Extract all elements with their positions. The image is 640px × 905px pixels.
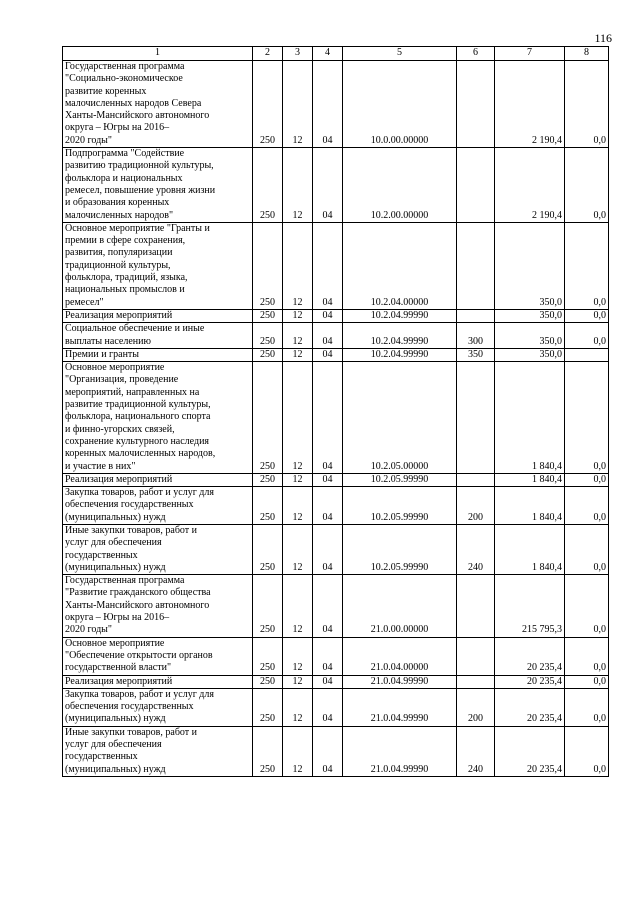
table-row (63, 688, 609, 726)
admin-code-cell: 250 (253, 524, 283, 574)
row-name-cell (63, 473, 253, 486)
section-code-cell: 12 (283, 524, 313, 574)
amount-change-cell: 0,0 (565, 487, 609, 525)
row-name-cell (63, 323, 253, 349)
table-row (63, 675, 609, 688)
target-article-code-cell: 10.2.04.99990 (343, 323, 457, 349)
amount-change-cell: 0,0 (565, 675, 609, 688)
amount-cell: 2 190,4 (495, 148, 565, 223)
amount-change-cell: 0,0 (565, 309, 609, 322)
row-name-text: Закупка товаров, работ и услуг для обеспечения государственных (муниципальных) нужд (65, 688, 214, 725)
target-article-code-cell: 10.2.04.99990 (343, 348, 457, 361)
amount-cell: 20 235,4 (495, 637, 565, 675)
admin-code-cell: 250 (253, 323, 283, 349)
admin-code-cell: 250 (253, 473, 283, 486)
column-header: 7 (495, 47, 565, 61)
column-header: 6 (457, 47, 495, 61)
subsection-code-cell: 04 (313, 362, 343, 474)
row-name-text: Государственная программа "Развитие гражданского общества Ханты-Мансийского автономного округа – Югры на 2016– 2020 годы" (65, 575, 211, 636)
amount-cell: 1 840,4 (495, 473, 565, 486)
table-row (63, 323, 609, 349)
target-article-code-cell: 10.2.05.99990 (343, 473, 457, 486)
table-row (63, 61, 609, 148)
expense-type-code-cell (457, 675, 495, 688)
subsection-code-cell: 04 (313, 222, 343, 309)
admin-code-cell: 250 (253, 487, 283, 525)
amount-change-cell: 0,0 (565, 637, 609, 675)
section-code-cell: 12 (283, 61, 313, 148)
table-row (63, 309, 609, 322)
target-article-code-cell: 21.0.00.00000 (343, 575, 457, 637)
section-code-cell: 12 (283, 473, 313, 486)
row-name-cell (63, 688, 253, 726)
expense-type-code-cell: 300 (457, 323, 495, 349)
row-name-text: Премии и гранты (65, 348, 140, 360)
row-name-text: Основное мероприятие "Обеспечение открытости органов государственной власти" (65, 637, 213, 674)
row-name-cell (63, 148, 253, 223)
target-article-code-cell: 21.0.04.00000 (343, 637, 457, 675)
column-header: 4 (313, 47, 343, 61)
subsection-code-cell: 04 (313, 524, 343, 574)
subsection-code-cell: 04 (313, 688, 343, 726)
row-name-text: Закупка товаров, работ и услуг для обеспечения государственных (муниципальных) нужд (65, 487, 214, 523)
section-code-cell: 12 (283, 575, 313, 637)
row-name-text: Основное мероприятие "Организация, проведение мероприятий, направленных на развитие традиционной культуры, фольклора, национального спорта и финно-угорских связей, сохранение культурного наследия коренных малочисленных народов, и участие в них" (65, 362, 216, 472)
section-code-cell: 12 (283, 148, 313, 223)
table-row (63, 487, 609, 525)
admin-code-cell: 250 (253, 637, 283, 675)
row-name-text: Государственная программа "Социально-экономическое развитие коренных малочисленных народов Севера Ханты-Мансийского автономного округа – Югры на 2016– 2020 годы" (65, 61, 210, 146)
admin-code-cell: 250 (253, 675, 283, 688)
section-code-cell: 12 (283, 688, 313, 726)
expense-type-code-cell (457, 637, 495, 675)
amount-cell: 350,0 (495, 323, 565, 349)
table-row (63, 524, 609, 574)
amount-change-cell: 0,0 (565, 575, 609, 637)
subsection-code-cell: 04 (313, 148, 343, 223)
target-article-code-cell: 10.2.00.00000 (343, 148, 457, 223)
row-name-text: Подпрограмма "Содействие развитию традиционной культуры, фольклора и национальных ремесел, повышение уровня жизни и образования коренных малочисленных народов" (65, 148, 216, 221)
row-name-cell (63, 348, 253, 361)
amount-change-cell: 0,0 (565, 688, 609, 726)
amount-change-cell: 0,0 (565, 61, 609, 148)
expense-type-code-cell: 240 (457, 726, 495, 776)
amount-change-cell: 0,0 (565, 148, 609, 223)
target-article-code-cell: 21.0.04.99990 (343, 675, 457, 688)
subsection-code-cell: 04 (313, 309, 343, 322)
row-name-cell (63, 362, 253, 474)
column-header: 2 (253, 47, 283, 61)
amount-change-cell (565, 348, 609, 361)
target-article-code-cell: 10.2.05.99990 (343, 487, 457, 525)
target-article-code-cell: 21.0.04.99990 (343, 726, 457, 776)
target-article-code-cell: 10.2.05.99990 (343, 524, 457, 574)
row-name-text: Иные закупки товаров, работ и услуг для обеспечения государственных (муниципальных) нужд (65, 524, 198, 573)
admin-code-cell: 250 (253, 362, 283, 474)
target-article-code-cell: 10.2.04.00000 (343, 222, 457, 309)
amount-cell: 1 840,4 (495, 487, 565, 525)
expense-type-code-cell (457, 309, 495, 322)
column-header: 3 (283, 47, 313, 61)
subsection-code-cell: 04 (313, 487, 343, 525)
section-code-cell: 12 (283, 222, 313, 309)
amount-cell: 1 840,4 (495, 362, 565, 474)
budget-table (62, 46, 609, 777)
amount-change-cell: 0,0 (565, 222, 609, 309)
amount-cell: 1 840,4 (495, 524, 565, 574)
row-name-cell (63, 524, 253, 574)
section-code-cell: 12 (283, 675, 313, 688)
expense-type-code-cell (457, 362, 495, 474)
target-article-code-cell: 10.2.05.00000 (343, 362, 457, 474)
expense-type-code-cell (457, 473, 495, 486)
target-article-code-cell: 10.0.00.00000 (343, 61, 457, 148)
row-name-text: Основное мероприятие "Гранты и премии в сфере сохранения, развития, популяризации традиционной культуры, фольклора, традиций, языка, национальных промыслов и ремесел" (65, 222, 210, 308)
admin-code-cell: 250 (253, 222, 283, 309)
table-row (63, 637, 609, 675)
target-article-code-cell: 10.2.04.99990 (343, 309, 457, 322)
expense-type-code-cell (457, 575, 495, 637)
admin-code-cell: 250 (253, 148, 283, 223)
row-name-text: Иные закупки товаров, работ и услуг для обеспечения государственных (муниципальных) нужд (65, 726, 198, 775)
row-name-text: Реализация мероприятий (65, 309, 173, 321)
column-header: 1 (63, 47, 253, 61)
row-name-cell (63, 61, 253, 148)
subsection-code-cell: 04 (313, 348, 343, 361)
expense-type-code-cell: 200 (457, 487, 495, 525)
row-name-cell (63, 487, 253, 525)
row-name-cell (63, 675, 253, 688)
amount-cell: 20 235,4 (495, 726, 565, 776)
table-header-row (63, 47, 609, 61)
amount-change-cell: 0,0 (565, 726, 609, 776)
table-row (63, 726, 609, 776)
column-header: 8 (565, 47, 609, 61)
amount-change-cell: 0,0 (565, 524, 609, 574)
subsection-code-cell: 04 (313, 726, 343, 776)
row-name-cell (63, 309, 253, 322)
page-number: 116 (594, 31, 612, 45)
subsection-code-cell: 04 (313, 323, 343, 349)
amount-cell: 20 235,4 (495, 675, 565, 688)
subsection-code-cell: 04 (313, 473, 343, 486)
row-name-cell (63, 222, 253, 309)
row-name-cell (63, 726, 253, 776)
table-row (63, 348, 609, 361)
section-code-cell: 12 (283, 309, 313, 322)
expense-type-code-cell: 200 (457, 688, 495, 726)
amount-cell: 20 235,4 (495, 688, 565, 726)
expense-type-code-cell: 240 (457, 524, 495, 574)
row-name-cell (63, 637, 253, 675)
table-row (63, 148, 609, 223)
section-code-cell: 12 (283, 637, 313, 675)
section-code-cell: 12 (283, 323, 313, 349)
expense-type-code-cell: 350 (457, 348, 495, 361)
table-row (63, 473, 609, 486)
row-name-text: Реализация мероприятий (65, 473, 173, 485)
amount-cell: 350,0 (495, 348, 565, 361)
admin-code-cell: 250 (253, 348, 283, 361)
subsection-code-cell: 04 (313, 675, 343, 688)
row-name-cell (63, 575, 253, 637)
row-name-text: Социальное обеспечение и иные выплаты населению (65, 323, 205, 347)
amount-cell: 350,0 (495, 222, 565, 309)
amount-cell: 215 795,3 (495, 575, 565, 637)
subsection-code-cell: 04 (313, 637, 343, 675)
admin-code-cell: 250 (253, 726, 283, 776)
admin-code-cell: 250 (253, 61, 283, 148)
section-code-cell: 12 (283, 362, 313, 474)
target-article-code-cell: 21.0.04.99990 (343, 688, 457, 726)
section-code-cell: 12 (283, 726, 313, 776)
subsection-code-cell: 04 (313, 575, 343, 637)
admin-code-cell: 250 (253, 309, 283, 322)
amount-cell: 2 190,4 (495, 61, 565, 148)
amount-change-cell: 0,0 (565, 473, 609, 486)
amount-cell: 350,0 (495, 309, 565, 322)
subsection-code-cell: 04 (313, 61, 343, 148)
amount-change-cell: 0,0 (565, 323, 609, 349)
row-name-text: Реализация мероприятий (65, 675, 173, 687)
expense-type-code-cell (457, 61, 495, 148)
table-row (63, 575, 609, 637)
column-header: 5 (343, 47, 457, 61)
expense-type-code-cell (457, 148, 495, 223)
expense-type-code-cell (457, 222, 495, 309)
table-row (63, 222, 609, 309)
table-row (63, 362, 609, 474)
admin-code-cell: 250 (253, 575, 283, 637)
admin-code-cell: 250 (253, 688, 283, 726)
section-code-cell: 12 (283, 487, 313, 525)
amount-change-cell: 0,0 (565, 362, 609, 474)
section-code-cell: 12 (283, 348, 313, 361)
